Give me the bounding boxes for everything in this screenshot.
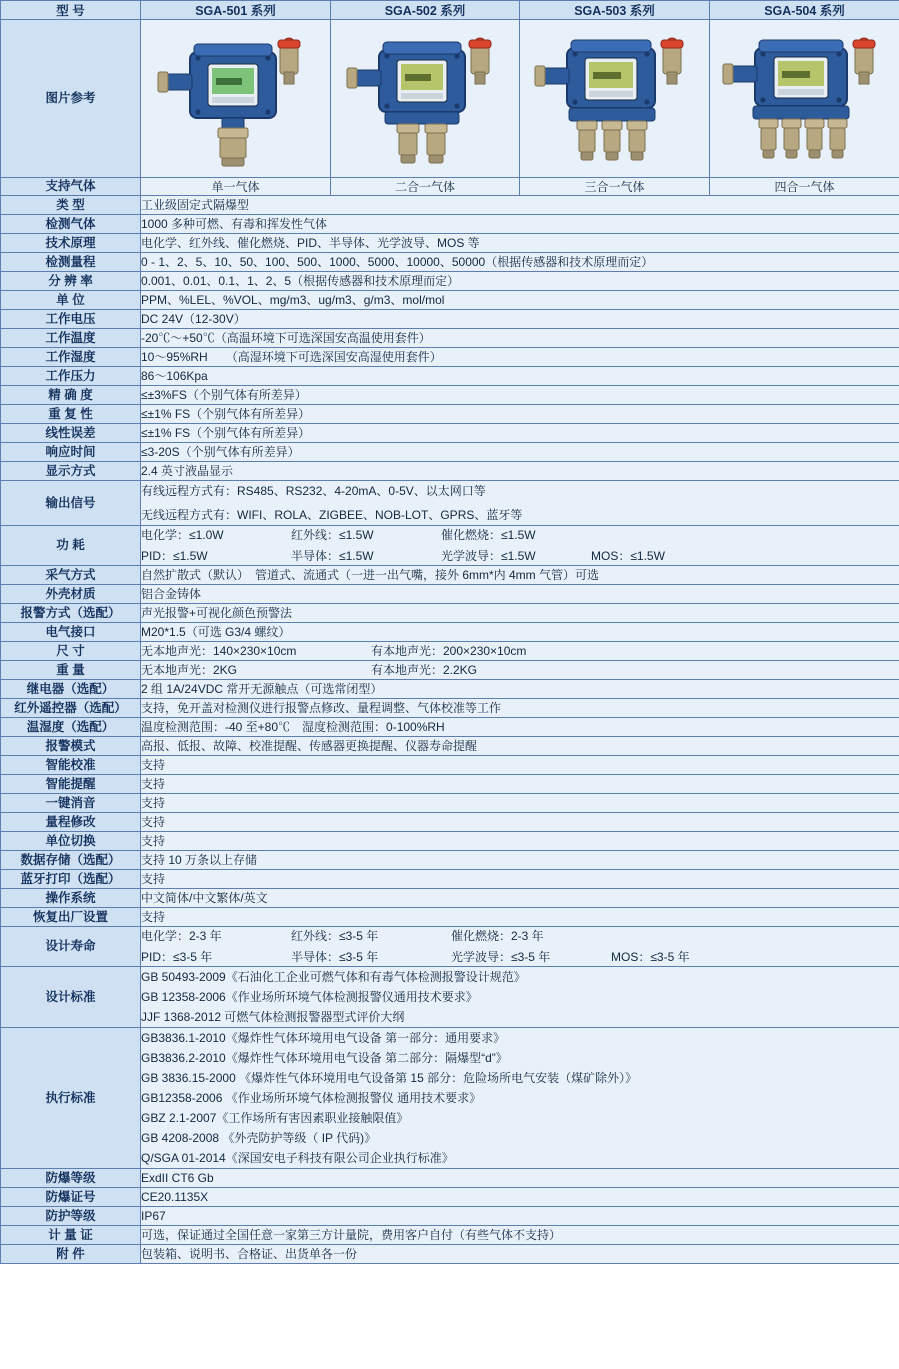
row-value: 支持 <box>141 756 899 775</box>
row-value: 86～106Kpa <box>141 367 899 386</box>
power-cell: 半导体：≤1.5W <box>291 549 374 563</box>
device-svg-1 <box>150 22 322 172</box>
table-row-range-modify <box>1 813 899 832</box>
row-label: 重 复 性 <box>1 405 141 424</box>
table-row-work-temp <box>1 329 899 348</box>
table-row-accessories <box>1 1245 899 1264</box>
table-row-repeatability <box>1 405 899 424</box>
row-label: 显示方式 <box>1 462 141 481</box>
table-row-smart-reminder <box>1 775 899 794</box>
table-row-alarm-type <box>1 604 899 623</box>
row-label: 防爆等级 <box>1 1169 141 1188</box>
series-head-3: SGA-503 系列 <box>520 1 710 20</box>
gas-detector-illustration-3 <box>520 22 709 172</box>
model-label: 型 号 <box>1 1 141 20</box>
table-row-response-time <box>1 443 899 462</box>
row-value: 温度检测范围：-40 至+80℃ 湿度检测范围：0-100%RH <box>141 718 899 737</box>
table-row-sampling <box>1 566 899 585</box>
standard-line: Q/SGA 01-2014《深国安电子科技有限公司企业执行标准》 <box>141 1151 454 1165</box>
gas-detector-illustration-4 <box>710 22 899 172</box>
table-row-type <box>1 196 899 215</box>
standard-line: GB12358-2006 《作业场所环境气体检测报警仪 通用技术要求》 <box>141 1091 482 1105</box>
weight-with-alarm: 有本地声光：2.2KG <box>371 663 478 677</box>
weight-label: 重 量 <box>1 661 141 680</box>
power-cell: 催化燃烧：≤1.5W <box>441 528 536 542</box>
support-gas-label: 支持气体 <box>1 178 141 196</box>
row-value: 包装箱、说明书、合格证、出货单各一份 <box>141 1245 899 1264</box>
row-label: 智能提醒 <box>1 775 141 794</box>
row-label: 智能校准 <box>1 756 141 775</box>
life-cell: 半导体：≤3-5 年 <box>291 950 379 964</box>
row-label: 计 量 证 <box>1 1226 141 1245</box>
table-row-range <box>1 253 899 272</box>
size-no-alarm: 无本地声光：140×230×10cm <box>141 644 297 658</box>
row-label: 工作湿度 <box>1 348 141 367</box>
device-image-3 <box>520 20 710 178</box>
output-signal-value <box>141 481 899 526</box>
row-value: ≤±1% FS（个别气体有所差异） <box>141 424 899 443</box>
table-row-design-standard <box>1 967 899 1028</box>
design-standard-value <box>141 967 899 1028</box>
support-gas-2: 二合一气体 <box>331 178 520 196</box>
row-value: 0.001、0.01、0.1、1、2、5（根据传感器和技术原理而定） <box>141 272 899 291</box>
row-label: 防护等级 <box>1 1207 141 1226</box>
exec-standard-value <box>141 1028 899 1169</box>
row-value: 铝合金铸体 <box>141 585 899 604</box>
row-label: 附 件 <box>1 1245 141 1264</box>
table-row-accuracy <box>1 386 899 405</box>
standard-line: GBZ 2.1-2007《工作场所有害因素职业接触限值》 <box>141 1111 409 1125</box>
row-value: 支持 <box>141 832 899 851</box>
row-label: 工作温度 <box>1 329 141 348</box>
table-row-ir-remote <box>1 699 899 718</box>
row-value: ≤±1% FS（个别气体有所差异） <box>141 405 899 424</box>
device-svg-3 <box>529 22 701 172</box>
table-row-images <box>1 20 899 178</box>
table-row-detect-gas <box>1 215 899 234</box>
table-row-power <box>1 526 899 566</box>
row-value: ≤±3%FS（个别气体有所差异） <box>141 386 899 405</box>
gas-detector-illustration-1 <box>141 22 330 172</box>
row-label: 报警模式 <box>1 737 141 756</box>
row-value: 支持 <box>141 775 899 794</box>
table-row-ip-grade <box>1 1207 899 1226</box>
table-row-support-gas <box>1 178 899 196</box>
row-value: 声光报警+可视化颜色预警法 <box>141 604 899 623</box>
table-row-temp-humidity <box>1 718 899 737</box>
row-label: 蓝牙打印（选配） <box>1 870 141 889</box>
table-row-unit-switch <box>1 832 899 851</box>
row-label: 量程修改 <box>1 813 141 832</box>
image-row-label: 图片参考 <box>1 20 141 178</box>
row-value: M20*1.5（可选 G3/4 螺纹） <box>141 623 899 642</box>
design-standard-label: 设计标准 <box>1 967 141 1028</box>
power-value <box>141 526 899 566</box>
weight-value <box>141 661 899 680</box>
row-label: 防爆证号 <box>1 1188 141 1207</box>
series-head-1: SGA-501 系列 <box>141 1 331 20</box>
table-row-exec-standard <box>1 1028 899 1169</box>
device-image-4 <box>710 20 899 178</box>
support-gas-1: 单一气体 <box>141 178 331 196</box>
table-row-factory-reset <box>1 908 899 927</box>
table-row-relay <box>1 680 899 699</box>
table-row-resolution <box>1 272 899 291</box>
table-row-size <box>1 642 899 661</box>
row-label: 恢复出厂设置 <box>1 908 141 927</box>
table-row-bluetooth-print <box>1 870 899 889</box>
row-value: 支持 <box>141 794 899 813</box>
weight-no-alarm: 无本地声光：2KG <box>141 663 238 677</box>
gas-detector-illustration-2 <box>331 22 519 172</box>
output-signal-label: 输出信号 <box>1 481 141 526</box>
table-row-smart-calibration <box>1 756 899 775</box>
power-cell: 电化学：≤1.0W <box>141 528 224 542</box>
device-image-2 <box>331 20 520 178</box>
table-row-work-pressure <box>1 367 899 386</box>
row-value: ≤3-20S（个别气体有所差异） <box>141 443 899 462</box>
row-label: 报警方式（选配） <box>1 604 141 623</box>
table-row-design-life <box>1 927 899 967</box>
support-gas-4: 四合一气体 <box>710 178 899 196</box>
row-label: 检测气体 <box>1 215 141 234</box>
row-value: 2.4 英寸液晶显示 <box>141 462 899 481</box>
row-label: 电气接口 <box>1 623 141 642</box>
table-row-one-key-mute <box>1 794 899 813</box>
row-value: 2 组 1A/24VDC 常开无源触点（可选常闭型） <box>141 680 899 699</box>
table-row-ex-grade <box>1 1169 899 1188</box>
table-row-electrical-port <box>1 623 899 642</box>
power-label: 功 耗 <box>1 526 141 566</box>
row-value: IP67 <box>141 1207 899 1226</box>
row-value: CE20.1135X <box>141 1188 899 1207</box>
size-with-alarm: 有本地声光：200×230×10cm <box>371 644 527 658</box>
life-cell <box>611 927 899 945</box>
device-svg-2 <box>339 22 511 172</box>
table-row-housing <box>1 585 899 604</box>
row-value: 中文简体/中文繁体/英文 <box>141 889 899 908</box>
row-value: -20℃～+50℃（高温环境下可选深国安高温使用套件） <box>141 329 899 348</box>
row-value: 支持 <box>141 813 899 832</box>
row-value: 电化学、红外线、催化燃烧、PID、半导体、光学波导、MOS 等 <box>141 234 899 253</box>
row-label: 线性误差 <box>1 424 141 443</box>
row-label: 单位切换 <box>1 832 141 851</box>
row-value: 支持 <box>141 908 899 927</box>
table-row-model-header <box>1 1 899 20</box>
table-row-os <box>1 889 899 908</box>
output-wireless: 无线远程方式有：WIFI、ROLA、ZIGBEE、NOB-LOT、GPRS、蓝牙等 <box>141 508 523 522</box>
row-label: 精 确 度 <box>1 386 141 405</box>
row-value: 自然扩散式（默认） 管道式、流通式（一进一出气嘴，接外 6mm*内 4mm 气管）可选 <box>141 566 899 585</box>
life-cell: 催化燃烧：2-3 年 <box>451 929 544 943</box>
row-value: 10～95%RH （高湿环境下可选深国安高湿使用套件） <box>141 348 899 367</box>
life-cell: 光学波导：≤3-5 年 <box>451 950 551 964</box>
row-label: 外壳材质 <box>1 585 141 604</box>
table-row-data-storage <box>1 851 899 870</box>
row-label: 响应时间 <box>1 443 141 462</box>
standard-line: JJF 1368-2012 可燃气体检测报警器型式评价大纲 <box>141 1010 405 1024</box>
table-row-unit <box>1 291 899 310</box>
size-value <box>141 642 899 661</box>
standard-line: GB3836.1-2010《爆炸性气体环境用电气设备 第一部分：通用要求》 <box>141 1031 506 1045</box>
life-cell: 电化学：2-3 年 <box>141 929 222 943</box>
row-label: 继电器（选配） <box>1 680 141 699</box>
row-label: 分 辨 率 <box>1 272 141 291</box>
exec-standard-label: 执行标准 <box>1 1028 141 1169</box>
power-cell: 光学波导：≤1.5W <box>441 549 536 563</box>
row-value: 可选，保证通过全国任意一家第三方计量院，费用客户自付（有些气体不支持） <box>141 1226 899 1245</box>
support-gas-3: 三合一气体 <box>520 178 710 196</box>
row-label: 采气方式 <box>1 566 141 585</box>
standard-line: GB3836.2-2010《爆炸性气体环境用电气设备 第二部分：隔爆型“d”》 <box>141 1051 508 1065</box>
table-row-principle <box>1 234 899 253</box>
row-label: 技术原理 <box>1 234 141 253</box>
power-cell: 红外线：≤1.5W <box>291 528 374 542</box>
standard-line: GB 50493-2009《石油化工企业可燃气体和有毒气体检测报警设计规范》 <box>141 970 526 984</box>
output-wired: 有线远程方式有：RS485、RS232、4-20mA、0-5V、以太网口等 <box>141 484 486 498</box>
table-row-output-signal <box>1 481 899 526</box>
row-label: 工作压力 <box>1 367 141 386</box>
row-label: 红外遥控器（选配） <box>1 699 141 718</box>
table-row-work-humidity <box>1 348 899 367</box>
row-label: 操作系统 <box>1 889 141 908</box>
standard-line: GB 4208-2008 《外壳防护等级（ IP 代码)》 <box>141 1131 377 1145</box>
row-value: ExdII CT6 Gb <box>141 1169 899 1188</box>
series-head-2: SGA-502 系列 <box>331 1 520 20</box>
table-row-ex-cert <box>1 1188 899 1207</box>
life-cell: 红外线：≤3-5 年 <box>291 929 379 943</box>
device-image-1 <box>141 20 331 178</box>
power-cell <box>591 526 899 544</box>
row-label: 数据存储（选配） <box>1 851 141 870</box>
life-cell: PID：≤3-5 年 <box>141 950 213 964</box>
table-row-display <box>1 462 899 481</box>
standard-line: GB 12358-2006《作业场所环境气体检测报警仪通用技术要求》 <box>141 990 478 1004</box>
table-row-linearity <box>1 424 899 443</box>
size-label: 尺 寸 <box>1 642 141 661</box>
power-cell: MOS：≤1.5W <box>591 549 665 563</box>
row-value: 支持，免开盖对检测仪进行报警点修改、量程调整、气体校准等工作 <box>141 699 899 718</box>
table-row-metrology-cert <box>1 1226 899 1245</box>
series-head-4: SGA-504 系列 <box>710 1 899 20</box>
power-cell: PID：≤1.5W <box>141 549 208 563</box>
table-row-alarm-mode <box>1 737 899 756</box>
row-value: 高报、低报、故障、校准提醒、传感器更换提醒、仪器寿命提醒 <box>141 737 899 756</box>
row-value: 工业级固定式隔爆型 <box>141 196 899 215</box>
row-value: PPM、%LEL、%VOL、mg/m3、ug/m3、g/m3、mol/mol <box>141 291 899 310</box>
design-life-label: 设计寿命 <box>1 927 141 967</box>
table-row-voltage <box>1 310 899 329</box>
row-label: 工作电压 <box>1 310 141 329</box>
row-value: 0 - 1、2、5、10、50、100、500、1000、5000、10000、50000（根据传感器和技术原理而定） <box>141 253 899 272</box>
row-label: 温湿度（选配） <box>1 718 141 737</box>
row-value: DC 24V（12-30V） <box>141 310 899 329</box>
table-row-weight <box>1 661 899 680</box>
design-life-value <box>141 927 899 967</box>
row-label: 单 位 <box>1 291 141 310</box>
row-label: 一键消音 <box>1 794 141 813</box>
row-value: 支持 <box>141 870 899 889</box>
life-cell: MOS：≤3-5 年 <box>611 950 690 964</box>
standard-line: GB 3836.15-2000 《爆炸性气体环境用电气设备第 15 部分：危险场所电气安装（煤矿除外）》 <box>141 1071 638 1085</box>
row-value: 支持 10 万条以上存储 <box>141 851 899 870</box>
row-label: 类 型 <box>1 196 141 215</box>
row-value: 1000 多种可燃、有毒和挥发性气体 <box>141 215 899 234</box>
device-svg-4 <box>719 22 891 172</box>
row-label: 检测量程 <box>1 253 141 272</box>
